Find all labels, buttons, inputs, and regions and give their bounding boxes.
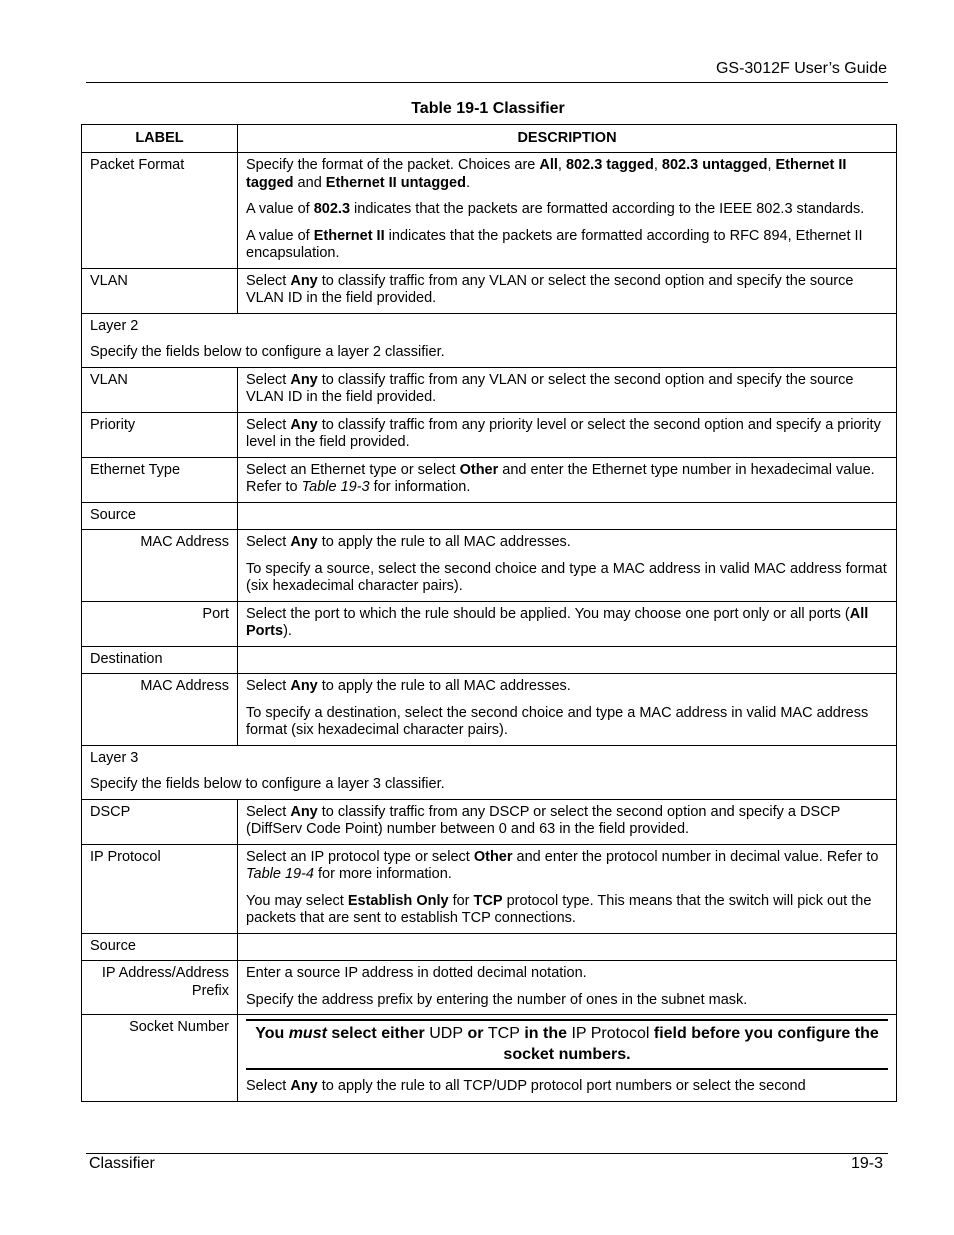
text-run: Select the port to which the rule should be applied. You may choose one port only or all ports ( — [246, 605, 850, 622]
table-row — [82, 457, 897, 502]
table-row — [82, 412, 897, 457]
text-run: in the — [519, 1025, 572, 1042]
description-paragraph — [246, 705, 888, 740]
text-run: All — [539, 157, 558, 173]
row-label: Port — [82, 601, 238, 646]
row-description-empty — [238, 646, 897, 674]
text-run: Ethernet II untagged — [325, 174, 466, 191]
text-run: Enter a source IP address in dotted decimal notation. — [246, 965, 587, 981]
description-paragraph — [246, 849, 888, 884]
text-run: TCP — [487, 1025, 520, 1042]
text-run: to classify traffic from any DSCP or select the second option and specify a DSCP (DiffServ Code Point) number between 0 and 63 in the field provided. — [246, 803, 840, 837]
text-run: must — [288, 1025, 327, 1042]
description-paragraph — [246, 228, 888, 263]
table-row — [82, 674, 897, 746]
footer-rule — [86, 1153, 888, 1154]
table-row — [82, 367, 897, 412]
section-description: Specify the fields below to configure a layer 3 classifier. — [90, 776, 445, 792]
text-run: , — [767, 157, 776, 173]
column-header-description: DESCRIPTION — [238, 125, 897, 153]
row-description — [238, 601, 897, 646]
text-run: A value of — [246, 201, 314, 217]
text-run: Any — [290, 416, 318, 433]
table-row — [82, 601, 897, 646]
text-run: You — [255, 1025, 289, 1042]
classifier-table — [81, 124, 897, 1102]
row-label: Destination — [82, 646, 238, 674]
table-row — [82, 844, 897, 933]
text-run: Select — [246, 371, 291, 388]
description-paragraph — [246, 157, 888, 192]
table-caption: Table 19-1 Classifier — [411, 100, 565, 117]
section-cell — [82, 313, 897, 367]
table-row — [82, 646, 897, 674]
text-run: field before you configure the socket numbers. — [503, 1025, 879, 1063]
text-run: Select — [246, 534, 291, 550]
text-run: To specify a source, select the second choice and type a MAC address in valid MAC address format (six hexadecimal character pairs). — [246, 560, 887, 594]
table-row — [82, 530, 897, 602]
description-paragraph — [246, 893, 888, 928]
description-paragraph — [246, 678, 888, 696]
text-run: All Ports — [246, 605, 869, 639]
text-run: select either — [326, 1025, 430, 1042]
row-description — [238, 674, 897, 746]
column-header-label: LABEL — [82, 125, 238, 153]
section-description: Specify the fields below to configure a layer 2 classifier. — [90, 344, 445, 360]
section-title: Layer 3 — [90, 749, 139, 766]
row-label: Packet Format — [82, 153, 238, 269]
row-label: MAC Address — [82, 674, 238, 746]
text-run: Any — [290, 803, 318, 820]
text-run: To specify a destination, select the second choice and type a MAC address in valid MAC address format (six hexadecimal character pairs). — [246, 704, 869, 738]
text-run: and enter the protocol number in decimal value. Refer to — [512, 848, 879, 865]
text-run: A value of — [246, 227, 314, 244]
text-run: Select an Ethernet type or select — [246, 461, 460, 478]
text-run: to classify traffic from any priority level or select the second option and specify a priority level in the field provided. — [246, 416, 881, 450]
text-run: indicates that the packets are formatted according to the IEEE 802.3 standards. — [350, 201, 865, 217]
row-label: VLAN — [82, 367, 238, 412]
text-run: Specify the address prefix by entering the number of ones in the subnet mask. — [246, 991, 748, 1008]
row-label: Source — [82, 933, 238, 961]
row-label: Priority — [82, 412, 238, 457]
text-run: 802.3 untagged — [661, 157, 768, 173]
row-description — [238, 367, 897, 412]
description-paragraph — [246, 804, 888, 839]
text-run: Any — [290, 534, 318, 550]
text-run: , — [557, 157, 566, 173]
table-header-row — [82, 125, 897, 153]
row-description — [238, 153, 897, 269]
table-row — [82, 153, 897, 269]
section-row-layer3 — [82, 745, 897, 799]
row-label: Ethernet Type — [82, 457, 238, 502]
text-run: Other — [473, 848, 513, 865]
text-run: . — [465, 174, 470, 191]
row-description — [238, 268, 897, 313]
text-run: to apply the rule to all MAC addresses. — [317, 678, 571, 694]
text-run: for information. — [369, 479, 471, 495]
table-row — [82, 961, 897, 1015]
text-run: Any — [290, 272, 318, 289]
description-paragraph — [246, 561, 888, 596]
text-run: 802.3 tagged — [565, 157, 654, 173]
description-paragraph — [246, 606, 888, 641]
table-row — [82, 502, 897, 530]
row-label: Source — [82, 502, 238, 530]
row-label: DSCP — [82, 799, 238, 844]
text-run: to classify traffic from any VLAN or select the second option and specify the source VLAN ID in the field provided. — [246, 371, 854, 405]
text-run: IP Protocol — [571, 1025, 650, 1042]
description-paragraph — [246, 534, 888, 552]
text-run: ). — [283, 623, 292, 639]
text-run: Select — [246, 803, 291, 820]
row-description — [238, 1015, 897, 1102]
text-run: to classify traffic from any VLAN or select the second option and specify the source VLAN ID in the field provided. — [246, 272, 854, 306]
row-description — [238, 530, 897, 602]
description-paragraph — [246, 992, 888, 1010]
text-run: indicates that the packets are formatted according to RFC 894, Ethernet II encapsulation. — [246, 227, 863, 261]
row-description — [238, 412, 897, 457]
text-run: to apply the rule to all TCP/UDP protocol port numbers or select the second — [317, 1078, 806, 1094]
description-paragraph — [246, 372, 888, 407]
text-run: UDP — [429, 1025, 463, 1042]
section-title: Layer 2 — [90, 317, 139, 334]
text-run: Select — [246, 272, 291, 289]
table-row — [82, 799, 897, 844]
text-run: Any — [290, 678, 318, 694]
table-row — [82, 268, 897, 313]
text-run: Any — [290, 371, 318, 388]
footer-page-number: 19-3 — [850, 1155, 883, 1172]
section-cell — [82, 745, 897, 799]
section-row-layer2 — [82, 313, 897, 367]
text-run: TCP — [473, 892, 503, 909]
text-run: Specify the format of the packet. Choices are — [246, 157, 540, 173]
description-paragraph — [246, 1078, 888, 1096]
text-run: Any — [290, 1078, 318, 1094]
description-paragraph — [246, 462, 888, 497]
text-run: Select — [246, 416, 291, 433]
text-run: Select an IP protocol type or select — [246, 848, 474, 865]
table-row — [82, 933, 897, 961]
description-paragraph — [246, 273, 888, 308]
row-label: Socket Number — [82, 1015, 238, 1102]
text-run: or — [463, 1025, 488, 1042]
row-description — [238, 457, 897, 502]
row-description — [238, 844, 897, 933]
text-run: Ethernet II — [313, 227, 385, 244]
note-box — [246, 1019, 888, 1070]
text-run: Table 19-4 — [246, 866, 314, 882]
text-run: protocol type. This means that the switch will pick out the packets that are sent to establish TCP connections. — [246, 892, 872, 926]
row-description — [238, 799, 897, 844]
row-description — [238, 961, 897, 1015]
text-run: Table 19-3 — [301, 479, 370, 495]
guide-title: GS-3012F User’s Guide — [715, 60, 887, 77]
text-run: Other — [459, 461, 499, 478]
text-run: , — [653, 157, 662, 173]
row-label: IP Protocol — [82, 844, 238, 933]
text-run: for more information. — [314, 866, 452, 882]
text-run: Ethernet II tagged — [246, 157, 847, 191]
text-run: Select — [246, 678, 291, 694]
text-run: Establish Only — [347, 892, 449, 909]
row-label: MAC Address — [82, 530, 238, 602]
row-label: IP Address/Address Prefix — [82, 961, 238, 1015]
row-label: VLAN — [82, 268, 238, 313]
description-paragraph — [246, 201, 888, 219]
table-row — [82, 1015, 897, 1102]
text-run: and — [293, 174, 326, 191]
description-paragraph — [246, 417, 888, 452]
row-description-empty — [238, 502, 897, 530]
text-run: Select — [246, 1078, 291, 1094]
footer-section: Classifier — [89, 1155, 155, 1172]
row-description-empty — [238, 933, 897, 961]
text-run: You may select — [246, 892, 348, 909]
text-run: 802.3 — [313, 201, 351, 217]
header-rule — [86, 82, 888, 83]
description-paragraph — [246, 965, 888, 983]
text-run: for — [448, 892, 474, 909]
text-run: and enter the Ethernet type number in hexadecimal value. Refer to — [246, 461, 875, 495]
text-run: to apply the rule to all MAC addresses. — [317, 534, 571, 550]
